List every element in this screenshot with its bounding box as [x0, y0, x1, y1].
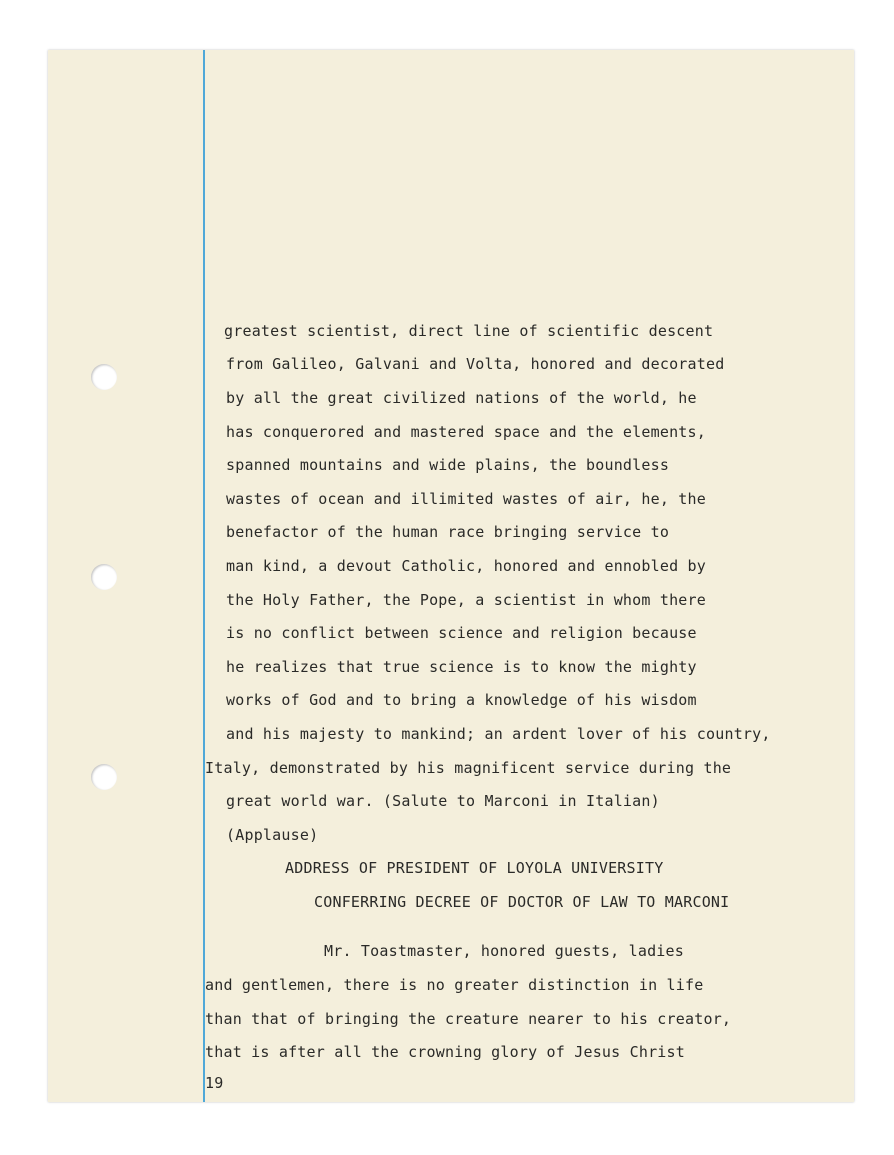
text-line: and his majesty to mankind; an ardent lover of his country, — [226, 725, 771, 743]
section-heading: ADDRESS OF PRESIDENT OF LOYOLA UNIVERSITY — [285, 859, 664, 877]
punch-hole-middle — [91, 564, 117, 590]
text-line: wastes of ocean and illimited wastes of air, he, the — [226, 490, 706, 508]
text-line: Italy, demonstrated by his magnificent service during the — [205, 759, 732, 777]
text-line: he realizes that true science is to know the mighty — [226, 658, 697, 676]
text-line: spanned mountains and wide plains, the boundless — [226, 456, 670, 474]
text-line: Mr. Toastmaster, honored guests, ladies — [324, 942, 684, 960]
text-line: benefactor of the human race bringing service to — [226, 523, 670, 541]
page-number: 19 — [205, 1074, 224, 1092]
text-line: by all the great civilized nations of the world, he — [226, 389, 697, 407]
text-line: great world war. (Salute to Marconi in Italian) — [226, 792, 660, 810]
text-line: greatest scientist, direct line of scientific descent — [224, 322, 714, 340]
text-line: and gentlemen, there is no greater distinction in life — [205, 976, 704, 994]
text-line: man kind, a devout Catholic, honored and ennobled by — [226, 557, 706, 575]
section-heading: CONFERRING DECREE OF DOCTOR OF LAW TO MARCONI — [314, 893, 730, 911]
text-line: works of God and to bring a knowledge of his wisdom — [226, 691, 697, 709]
text-line: from Galileo, Galvani and Volta, honored and decorated — [226, 355, 725, 373]
text-line: that is after all the crowning glory of Jesus Christ — [205, 1043, 685, 1061]
text-line: has conquerored and mastered space and the elements, — [226, 423, 706, 441]
document-page — [48, 50, 854, 1102]
text-line: (Applause) — [226, 826, 319, 844]
punch-hole-bottom — [91, 764, 117, 790]
punch-hole-top — [91, 364, 117, 390]
text-line: than that of bringing the creature nearer to his creator, — [205, 1010, 732, 1028]
text-line: is no conflict between science and religion because — [226, 624, 697, 642]
text-line: the Holy Father, the Pope, a scientist in whom there — [226, 591, 706, 609]
margin-rule — [203, 50, 205, 1102]
